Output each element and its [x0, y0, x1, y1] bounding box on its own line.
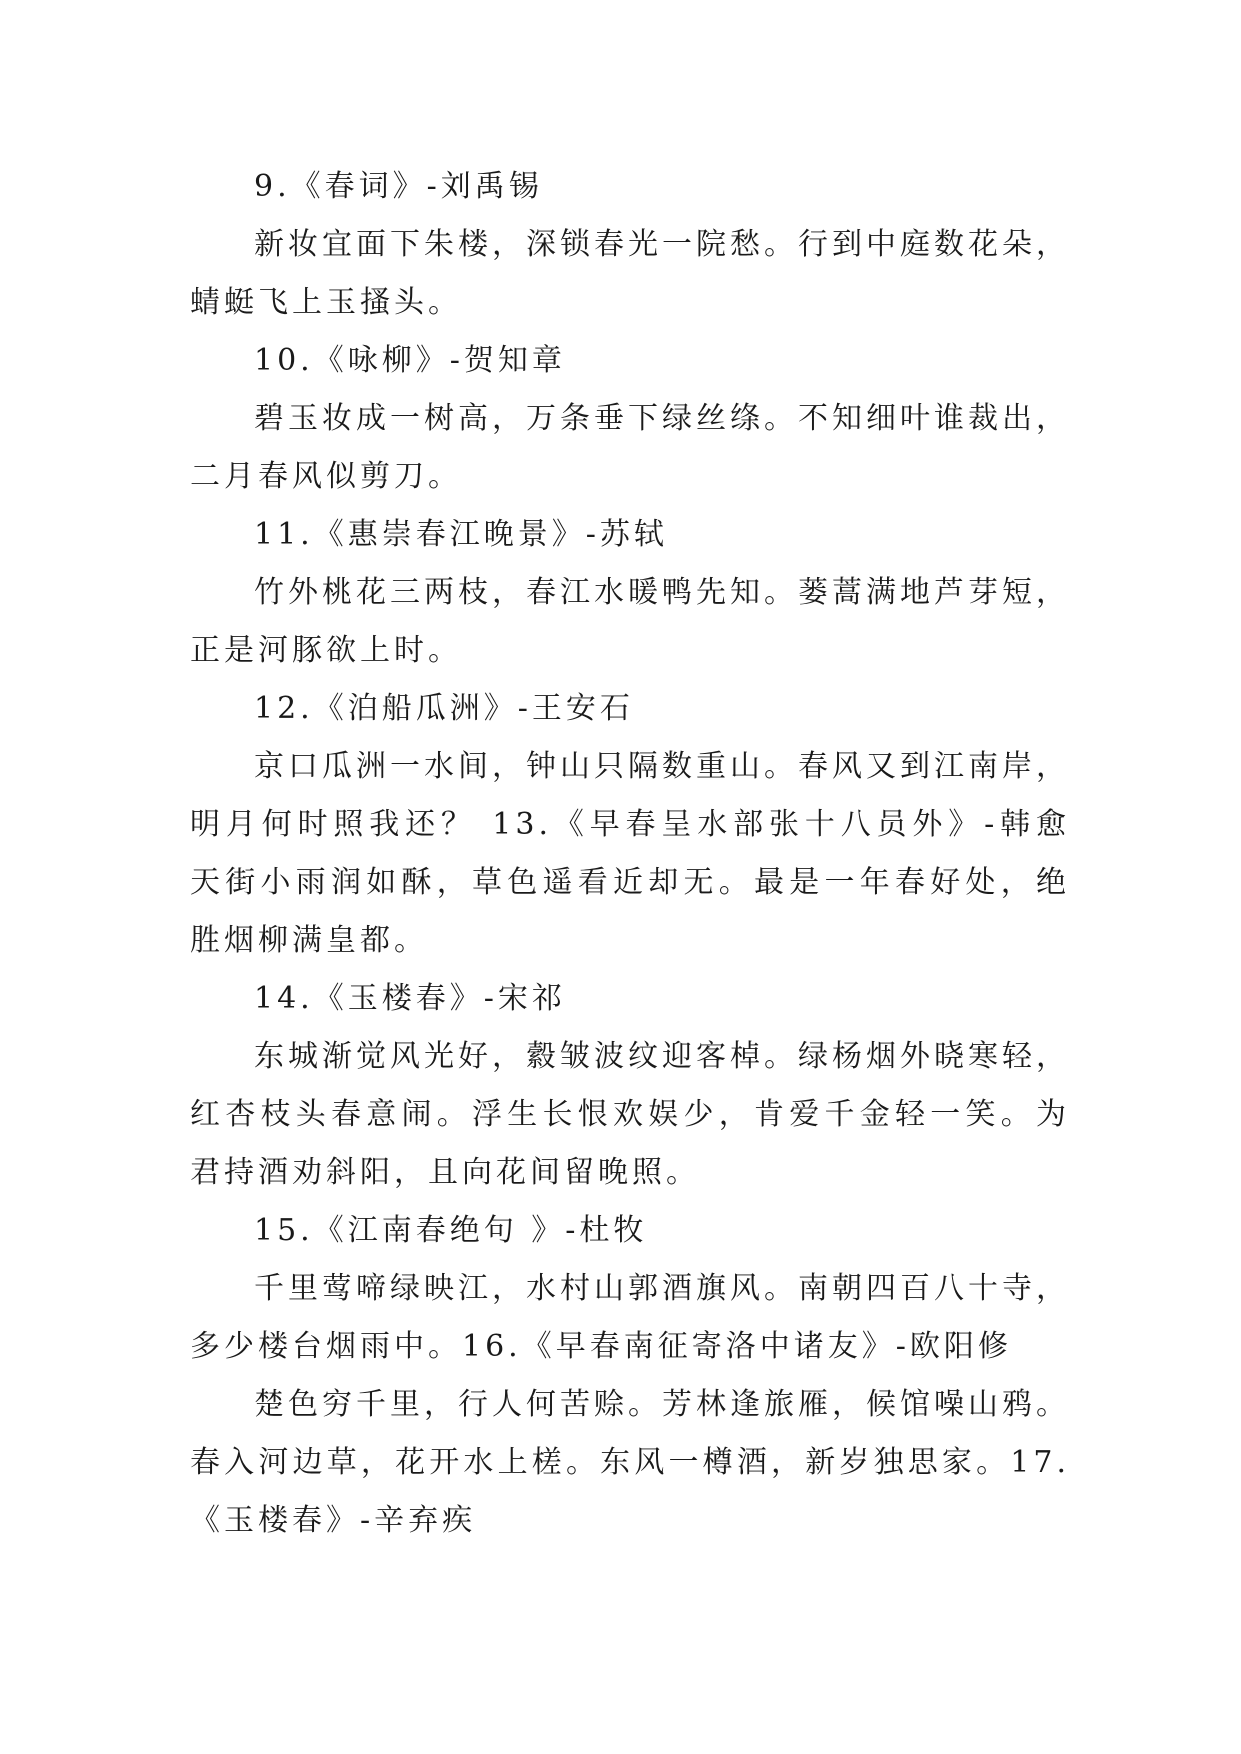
poem-text-14: 东城渐觉风光好，縠皱波纹迎客棹。绿杨烟外晓寒轻，红杏枝头春意闹。浮生长恨欢娱少，肯爱千金轻一笑。为君持酒劝斜阳，且向花间留晚照。	[190, 1039, 1070, 1190]
poem-text-10: 碧玉妆成一树高，万条垂下绿丝绦。不知细叶谁裁出，二月春风似剪刀。	[190, 401, 1070, 494]
poem-title-15: 15.《江南春绝句 》-杜牧	[254, 1213, 648, 1248]
poem-text-11: 竹外桃花三两枝，春江水暖鸭先知。蒌蒿满地芦芽短，正是河豚欲上时。	[190, 575, 1070, 668]
poem-title-9: 9.《春词》-刘禹锡	[254, 169, 543, 204]
poem-title-10: 10.《咏柳》-贺知章	[254, 343, 566, 378]
poem-text-12-13: 京口瓜洲一水间，钟山只隔数重山。春风又到江南岸，明月何时照我还？ 13.《早春呈水部张十八员外》-韩愈 天街小雨润如酥，草色遥看近却无。最是一年春好处，绝胜烟柳满皇都。	[190, 749, 1070, 958]
poem-text-9: 新妆宜面下朱楼，深锁春光一院愁。行到中庭数花朵，蜻蜓飞上玉搔头。	[190, 227, 1070, 320]
poem-title-12: 12.《泊船瓜洲》-王安石	[254, 691, 634, 726]
poem-text-16-17: 楚色穷千里，行人何苦赊。芳林逢旅雁，候馆噪山鸦。春入河边草，花开水上槎。东风一樽酒，新岁独思家。17.《玉楼春》-辛弃疾	[190, 1387, 1070, 1538]
document-body	[190, 158, 1070, 1550]
poem-title-14: 14.《玉楼春》-宋祁	[254, 981, 566, 1016]
poem-title-11: 11.《惠崇春江晚景》-苏轼	[254, 517, 668, 552]
poem-text-15-16: 千里莺啼绿映江，水村山郭酒旗风。南朝四百八十寺，多少楼台烟雨中。16.《早春南征寄洛中诸友》-欧阳修	[190, 1271, 1070, 1364]
